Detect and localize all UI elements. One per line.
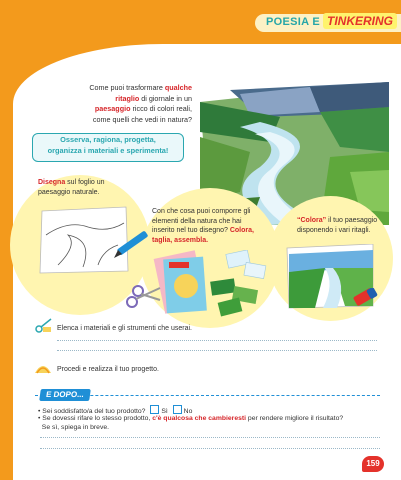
yes-checkbox[interactable] xyxy=(150,405,159,414)
instruction-line2: organizza i materiali e sperimenta! xyxy=(47,145,169,155)
compose-highlight: Colora, taglia, assembla. xyxy=(152,227,254,244)
compose-question xyxy=(152,207,262,245)
q2-highlight: c'è qualcosa che cambieresti xyxy=(152,415,247,422)
q1-text: Sei soddisfatto/a del tuo prodotto? xyxy=(42,408,146,415)
page-number: 159 xyxy=(362,456,384,472)
answer-line xyxy=(57,350,377,351)
page-title: UN PAESAGGIO VERO xyxy=(117,47,284,64)
no-label: No xyxy=(183,408,193,415)
scissors-icon xyxy=(124,282,164,312)
draw-rest: sul foglio un paesaggio naturale. xyxy=(38,179,105,196)
intro-part1: Come puoi trasformare xyxy=(89,83,163,92)
instruction-line1: Osserva, ragiona, progetta, xyxy=(60,135,156,144)
q2-part1: Se dovessi rifare lo stesso prodotto, xyxy=(42,415,153,422)
e-dopo-label: E DOPO... xyxy=(39,389,90,401)
draw-highlight: Disegna xyxy=(38,179,66,186)
intro-highlight1: qualche ritaglio xyxy=(115,83,192,103)
no-checkbox[interactable] xyxy=(173,405,182,414)
step-build-project: Procedi e realizza il tuo progetto. xyxy=(57,366,159,373)
answer-line xyxy=(40,437,380,438)
draw-instruction xyxy=(38,178,133,197)
improvement-question: • Se dovessi rifare lo stesso prodotto, c'è qualcosa che cambieresti per rendere migliore il risultato? Se sì, spiega in breve. xyxy=(38,415,344,431)
q2-part3: Se sì, spiega in breve. xyxy=(41,424,110,431)
color-instruction xyxy=(297,216,379,235)
paper-cutouts xyxy=(205,250,275,320)
intro-text xyxy=(86,83,192,125)
color-highlight: “Colora” xyxy=(297,217,327,224)
intro-part2: di giornale in un xyxy=(139,93,192,103)
compose-text: Con che cosa puoi comporre gli elementi della natura che hai inserito nel tuo disegno? xyxy=(152,208,251,234)
instruction-box xyxy=(32,133,184,162)
answer-line xyxy=(57,340,377,341)
intro-highlight2: paesaggio xyxy=(94,104,131,113)
section-label: POESIA E xyxy=(266,16,320,28)
satisfaction-question: • Sei soddisfatto/a del tuo prodotto? Sì No xyxy=(38,405,192,416)
section-highlight: TINKERING xyxy=(323,13,397,29)
glue-stick-icon xyxy=(352,288,380,308)
step-list-materials: Elenca i materiali e gli strumenti che userai. xyxy=(57,325,193,332)
q2-part2: per rendere migliore il risultato? xyxy=(246,415,344,422)
materials-icon xyxy=(33,317,53,335)
intro-part3: ricco di colori reali, come quelli che vedi in natura? xyxy=(92,104,192,124)
color-rest: il tuo paesaggio disponendo i vari ritagli. xyxy=(297,217,378,234)
yes-label: Sì xyxy=(161,408,168,415)
pencil-icon xyxy=(112,230,152,260)
build-icon xyxy=(33,359,53,375)
answer-line xyxy=(40,448,380,449)
